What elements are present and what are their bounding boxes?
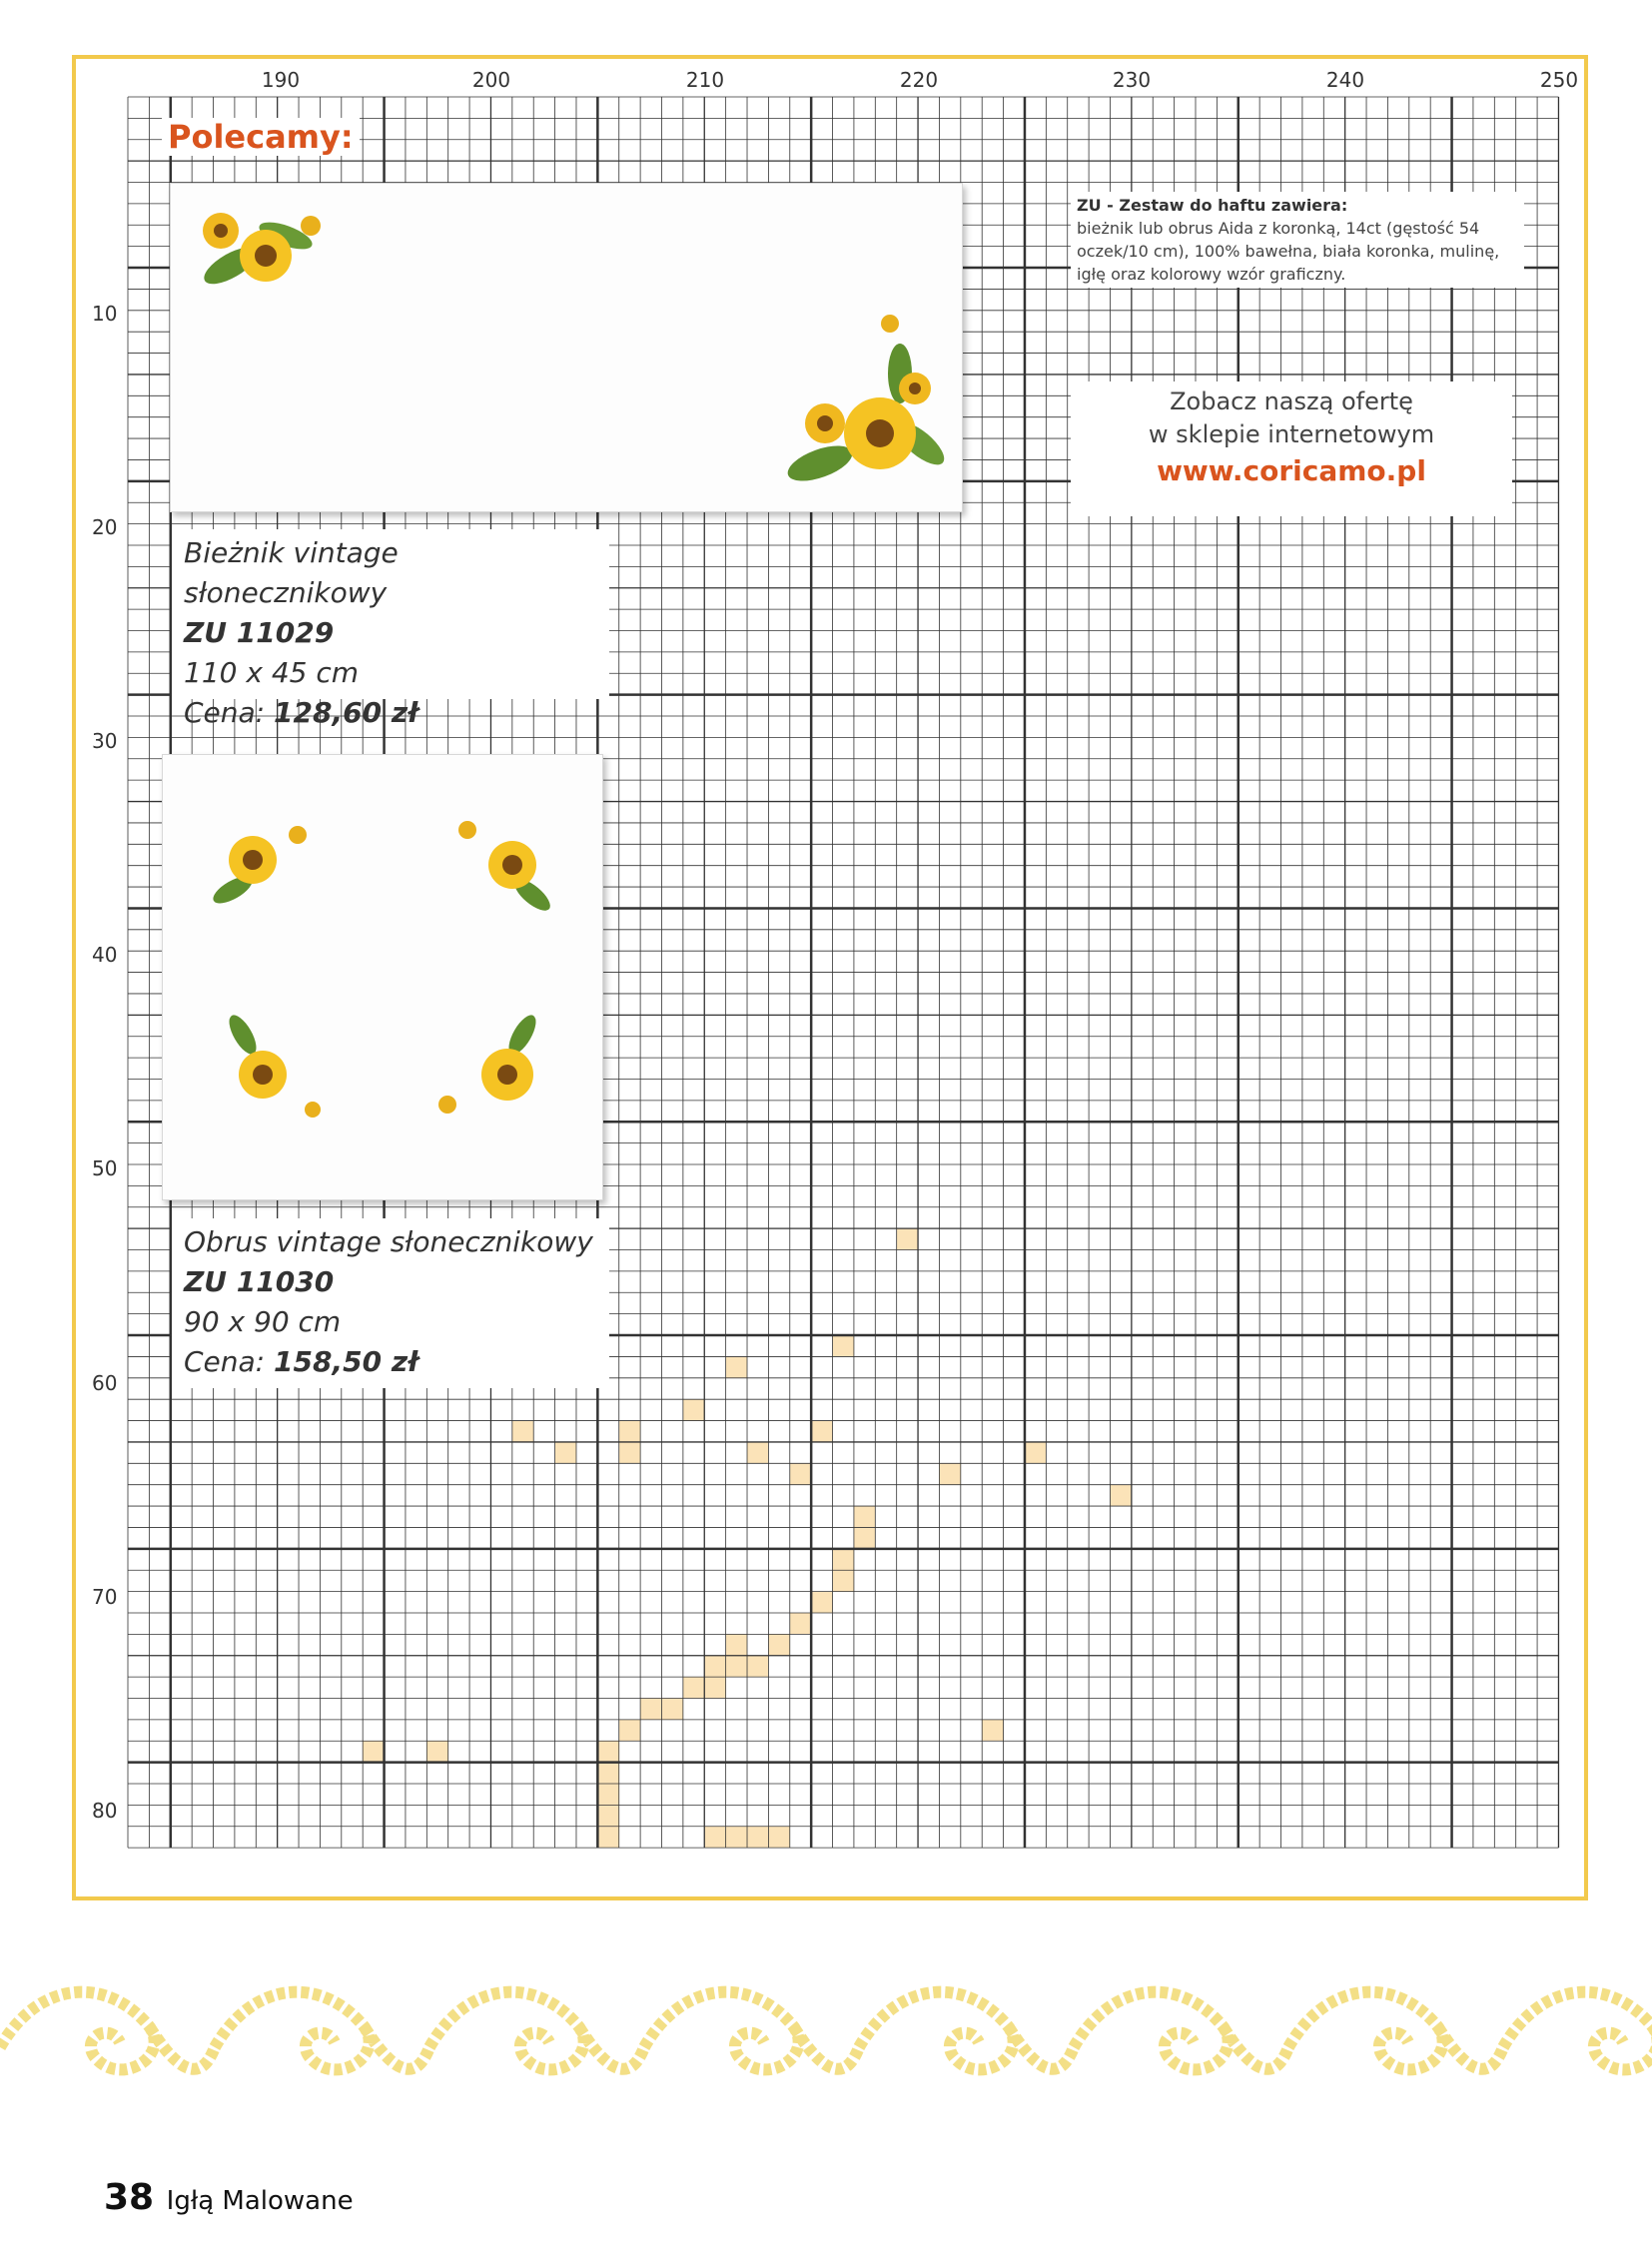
stitch-cell bbox=[811, 1592, 832, 1613]
page-footer bbox=[104, 2177, 354, 2218]
promo-line-2: w sklepie internetowym bbox=[1148, 420, 1435, 448]
shop-url-link[interactable]: www.coricamo.pl bbox=[1157, 454, 1426, 487]
stitch-cell bbox=[597, 1805, 618, 1826]
product-price-row bbox=[184, 1342, 593, 1382]
row-label: 30 bbox=[92, 729, 118, 753]
row-label: 20 bbox=[92, 515, 118, 539]
column-label: 250 bbox=[1539, 68, 1579, 92]
stitch-cell bbox=[982, 1720, 1003, 1741]
kit-info-body: bieżnik lub obrus Aida z koronką, 14ct (gęstość 54 oczek/10 cm), 100% bawełna, biała koronka, mulinę, igłę oraz kolorowy wzór graficzny. bbox=[1077, 219, 1500, 284]
stitch-cell bbox=[597, 1741, 618, 1762]
row-label: 80 bbox=[92, 1799, 118, 1823]
shop-promo-box bbox=[1071, 381, 1512, 516]
stitch-cell bbox=[726, 1634, 747, 1655]
sunflower-corner-top-left bbox=[203, 805, 323, 925]
stitch-cell bbox=[811, 1421, 832, 1442]
stitch-cell bbox=[597, 1827, 618, 1848]
promo-line-1: Zobacz naszą ofertę bbox=[1170, 387, 1413, 415]
stitch-cell bbox=[683, 1399, 704, 1420]
scroll-ornament bbox=[0, 1992, 1652, 2070]
stitch-cell bbox=[747, 1656, 768, 1677]
stitch-cell bbox=[747, 1442, 768, 1463]
stitch-cell bbox=[683, 1677, 704, 1698]
price-label: Cena: bbox=[184, 696, 266, 729]
stitch-cell bbox=[790, 1463, 811, 1484]
stitch-cell bbox=[897, 1228, 918, 1249]
row-label: 70 bbox=[92, 1585, 118, 1609]
column-label: 220 bbox=[899, 68, 939, 92]
product-price: 128,60 zł bbox=[274, 696, 418, 729]
product-caption-runner bbox=[172, 529, 609, 729]
product-name: Bieżnik vintage słonecznikowy bbox=[184, 536, 399, 609]
stitch-cell bbox=[854, 1527, 875, 1548]
product-code: ZU 11029 bbox=[184, 616, 335, 649]
decorative-scroll-border bbox=[0, 1957, 1652, 2127]
stitch-cell bbox=[939, 1463, 960, 1484]
stitch-cell bbox=[833, 1335, 854, 1356]
product-photo-runner[interactable] bbox=[170, 183, 963, 512]
stitch-cell bbox=[597, 1784, 618, 1805]
stitch-cell bbox=[704, 1656, 725, 1677]
product-price: 158,50 zł bbox=[274, 1345, 418, 1378]
product-code: ZU 11030 bbox=[184, 1265, 335, 1298]
product-name: Obrus vintage słonecznikowy bbox=[184, 1225, 593, 1258]
stitch-cell bbox=[619, 1442, 640, 1463]
stitch-cell bbox=[833, 1549, 854, 1570]
kit-info-box bbox=[1071, 192, 1524, 288]
row-label: 50 bbox=[92, 1156, 118, 1180]
stitch-cell bbox=[704, 1677, 725, 1698]
stitch-cell bbox=[747, 1827, 768, 1848]
row-label: 40 bbox=[92, 943, 118, 967]
sunflower-corner-top-left bbox=[191, 196, 391, 316]
sunflower-corner-bottom-left bbox=[203, 995, 333, 1134]
stitch-cell bbox=[662, 1699, 683, 1720]
stitch-cell bbox=[726, 1356, 747, 1377]
sunflower-corner-top-right bbox=[432, 805, 562, 935]
product-size: 90 x 90 cm bbox=[184, 1305, 342, 1338]
sunflower-corner-bottom-right bbox=[422, 995, 562, 1134]
product-photo-tablecloth[interactable] bbox=[162, 754, 603, 1200]
product-caption-tablecloth bbox=[172, 1218, 609, 1388]
price-label: Cena: bbox=[184, 1345, 266, 1378]
product-size: 110 x 45 cm bbox=[184, 656, 360, 689]
row-label: 10 bbox=[92, 302, 118, 326]
stitch-cell bbox=[726, 1656, 747, 1677]
column-label: 190 bbox=[261, 68, 301, 92]
stitch-cell bbox=[555, 1442, 576, 1463]
magazine-name: Igłą Malowane bbox=[166, 2186, 354, 2216]
stitch-cell bbox=[726, 1827, 747, 1848]
stitch-cell bbox=[790, 1613, 811, 1634]
row-label: 60 bbox=[92, 1371, 118, 1395]
column-label: 240 bbox=[1325, 68, 1365, 92]
stitch-cell bbox=[854, 1506, 875, 1527]
stitch-cell bbox=[426, 1741, 447, 1762]
stitch-cell bbox=[768, 1634, 789, 1655]
stitch-cell bbox=[619, 1421, 640, 1442]
stitch-cell bbox=[619, 1720, 640, 1741]
page-number: 38 bbox=[104, 2177, 155, 2218]
stitch-cell bbox=[363, 1741, 384, 1762]
stitch-cell bbox=[1110, 1485, 1131, 1506]
column-label: 230 bbox=[1112, 68, 1152, 92]
stitch-cell bbox=[704, 1827, 725, 1848]
product-price-row bbox=[184, 693, 609, 733]
stitch-cell bbox=[640, 1699, 661, 1720]
kit-info-heading: ZU - Zestaw do haftu zawiera: bbox=[1077, 196, 1348, 215]
sunflower-corner-bottom-right bbox=[740, 294, 960, 503]
column-label: 200 bbox=[471, 68, 511, 92]
stitch-cell bbox=[768, 1827, 789, 1848]
stitch-cell bbox=[512, 1421, 533, 1442]
stitch-cell bbox=[1025, 1442, 1046, 1463]
column-label: 210 bbox=[685, 68, 725, 92]
stitch-cell bbox=[597, 1763, 618, 1784]
stitch-cell bbox=[833, 1570, 854, 1591]
recommend-label: Polecamy: bbox=[162, 118, 360, 156]
